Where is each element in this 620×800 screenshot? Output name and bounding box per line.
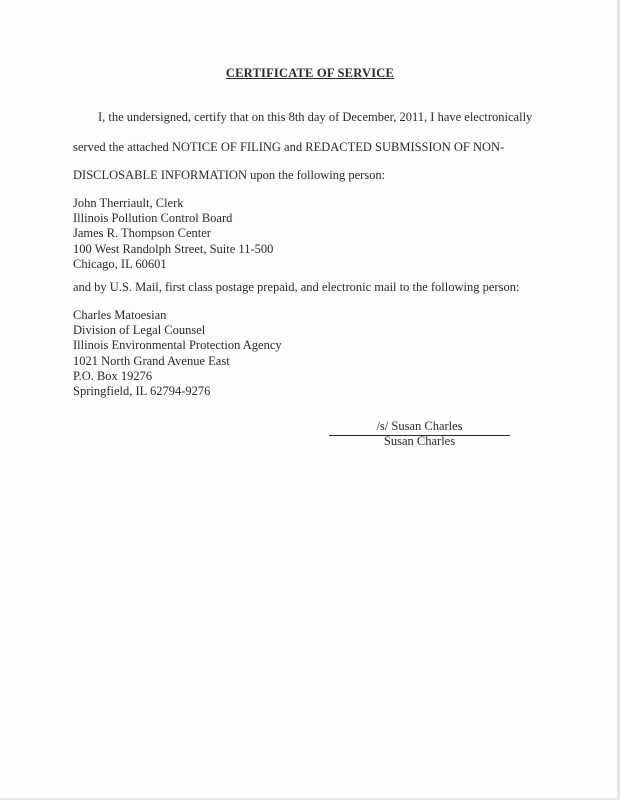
address-line: 1021 North Grand Avenue East xyxy=(73,353,230,368)
address-line: James R. Thompson Center xyxy=(73,226,211,241)
address-line: Springfield, IL 62794-9276 xyxy=(73,384,211,399)
address-line: Charles Matoesian xyxy=(73,308,167,322)
body-line-3: DISCLOSABLE INFORMATION upon the following person: xyxy=(73,168,386,182)
document-title: CERTIFICATE OF SERVICE xyxy=(225,66,395,80)
address-line: 100 West Randolph Street, Suite 11-500 xyxy=(73,241,274,256)
address-line: Illinois Environmental Protection Agency xyxy=(73,338,282,353)
address-line: Illinois Pollution Control Board xyxy=(73,211,233,226)
address-line: Chicago, IL 60601 xyxy=(73,256,167,271)
address-line: P.O. Box 19276 xyxy=(73,368,153,383)
signature-line: /s/ Susan Charles xyxy=(329,419,510,436)
recipient-address-clerk xyxy=(73,196,273,272)
signer-name: Susan Charles xyxy=(383,434,456,448)
mail-service-line: and by U.S. Mail, first class postage prepaid, and electronic mail to the following person: xyxy=(73,280,520,294)
recipient-address-epa xyxy=(73,308,282,399)
address-line: Division of Legal Counsel xyxy=(73,323,206,338)
address-line: John Therriault, Clerk xyxy=(73,196,184,210)
body-line-2: served the attached NOTICE OF FILING and REDACTED SUBMISSION OF NON- xyxy=(73,140,505,154)
body-line-1: I, the undersigned, certify that on this 8th day of December, 2011, I have electronically xyxy=(98,110,533,124)
